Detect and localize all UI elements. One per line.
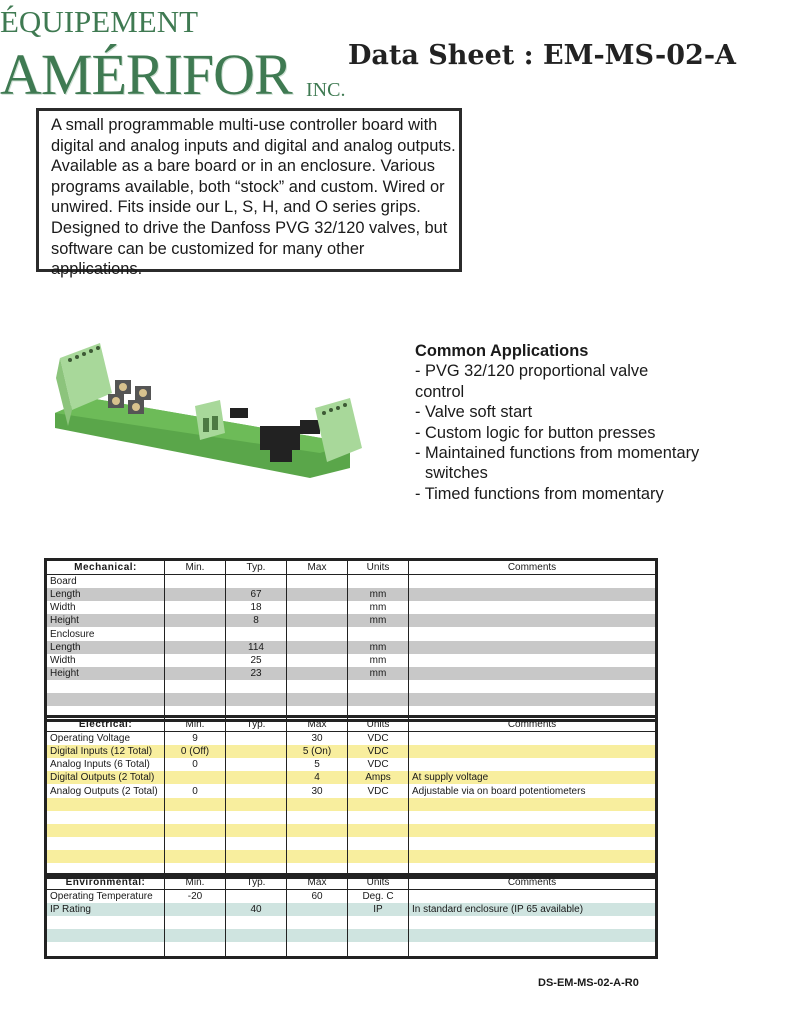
value-cell: 67	[226, 588, 287, 601]
application-item: - Timed functions from momentary	[415, 484, 664, 503]
column-header: Min.	[165, 717, 226, 732]
value-cell	[348, 680, 409, 693]
table-header-row	[46, 717, 657, 732]
comment-cell	[409, 811, 657, 824]
parameter-cell: Width	[46, 601, 165, 614]
value-cell: mm	[348, 641, 409, 654]
parameter-cell: Operating Temperature	[46, 890, 165, 904]
column-header: Comments	[409, 717, 657, 732]
column-header: Typ.	[226, 875, 287, 890]
value-cell	[226, 758, 287, 771]
parameter-cell: Length	[46, 588, 165, 601]
parameter-cell	[46, 824, 165, 837]
table-row	[46, 942, 657, 957]
table-row	[46, 667, 657, 680]
parameter-cell: Enclosure	[46, 627, 165, 640]
terminal-block-center	[195, 400, 225, 440]
value-cell	[348, 942, 409, 957]
comment-cell: In standard enclosure (IP 65 available)	[409, 903, 657, 916]
table-header-row	[46, 875, 657, 890]
value-cell: mm	[348, 654, 409, 667]
value-cell: 5	[287, 758, 348, 771]
parameter-cell	[46, 837, 165, 850]
company-logo-name: AMÉRIFOR	[0, 42, 292, 107]
environmental-spec-table	[44, 873, 658, 959]
comment-cell	[409, 824, 657, 837]
value-cell: mm	[348, 601, 409, 614]
mechanical-spec-table	[44, 558, 658, 722]
table-row	[46, 745, 657, 758]
company-logo-suffix: INC.	[306, 79, 346, 101]
value-cell	[348, 837, 409, 850]
column-header: Typ.	[226, 560, 287, 575]
value-cell: 23	[226, 667, 287, 680]
table-row	[46, 850, 657, 863]
comment-cell	[409, 916, 657, 929]
table-row	[46, 824, 657, 837]
value-cell	[226, 798, 287, 811]
value-cell	[348, 916, 409, 929]
column-header: Units	[348, 875, 409, 890]
table-row	[46, 811, 657, 824]
parameter-cell: Analog Inputs (6 Total)	[46, 758, 165, 771]
value-cell: 25	[226, 654, 287, 667]
value-cell: 30	[287, 732, 348, 746]
value-cell	[165, 588, 226, 601]
value-cell	[226, 784, 287, 797]
table-row	[46, 890, 657, 904]
table-row	[46, 837, 657, 850]
value-cell	[226, 680, 287, 693]
parameter-cell	[46, 942, 165, 957]
value-cell	[165, 837, 226, 850]
comment-cell	[409, 654, 657, 667]
comment-cell	[409, 575, 657, 589]
value-cell	[348, 929, 409, 942]
product-photo	[50, 338, 370, 478]
value-cell	[226, 916, 287, 929]
application-item: - Valve soft start	[415, 403, 533, 422]
value-cell: 9	[165, 732, 226, 746]
value-cell	[226, 575, 287, 589]
value-cell	[165, 693, 226, 706]
table-header-row	[46, 560, 657, 575]
value-cell	[165, 916, 226, 929]
table-row	[46, 732, 657, 746]
value-cell	[287, 693, 348, 706]
value-cell: 5 (On)	[287, 745, 348, 758]
value-cell	[287, 680, 348, 693]
parameter-cell: Digital Outputs (2 Total)	[46, 771, 165, 784]
value-cell	[287, 654, 348, 667]
value-cell	[287, 588, 348, 601]
document-number: DS-EM-MS-02-A-R0	[538, 977, 639, 989]
comment-cell: Adjustable via on board potentiometers	[409, 784, 657, 797]
parameter-cell: Board	[46, 575, 165, 589]
value-cell	[287, 667, 348, 680]
table-row	[46, 693, 657, 706]
table-row	[46, 588, 657, 601]
value-cell	[287, 916, 348, 929]
value-cell	[348, 811, 409, 824]
comment-cell	[409, 693, 657, 706]
value-cell	[226, 890, 287, 904]
table-row	[46, 771, 657, 784]
value-cell	[165, 811, 226, 824]
value-cell	[226, 693, 287, 706]
table-row	[46, 680, 657, 693]
value-cell: Deg. C	[348, 890, 409, 904]
parameter-cell	[46, 693, 165, 706]
value-cell	[287, 929, 348, 942]
table-row	[46, 784, 657, 797]
value-cell	[165, 824, 226, 837]
table-row	[46, 641, 657, 654]
column-header: Units	[348, 560, 409, 575]
value-cell	[287, 798, 348, 811]
value-cell	[348, 575, 409, 589]
table-row	[46, 575, 657, 589]
value-cell	[287, 811, 348, 824]
value-cell	[226, 627, 287, 640]
parameter-cell: Height	[46, 667, 165, 680]
value-cell	[348, 798, 409, 811]
comment-cell	[409, 588, 657, 601]
application-item: switches	[425, 464, 488, 483]
table-row	[46, 929, 657, 942]
parameter-cell: Analog Outputs (2 Total)	[46, 784, 165, 797]
comment-cell	[409, 929, 657, 942]
application-item: - Maintained functions from momentary	[415, 444, 700, 463]
section-title: Environmental:	[46, 875, 165, 890]
value-cell: 114	[226, 641, 287, 654]
value-cell	[287, 903, 348, 916]
table-row	[46, 798, 657, 811]
parameter-cell: Operating Voltage	[46, 732, 165, 746]
table-row	[46, 916, 657, 929]
value-cell	[287, 837, 348, 850]
comment-cell	[409, 627, 657, 640]
value-cell	[226, 837, 287, 850]
value-cell: mm	[348, 667, 409, 680]
value-cell: IP	[348, 903, 409, 916]
value-cell	[226, 732, 287, 746]
value-cell	[165, 771, 226, 784]
column-header: Max	[287, 560, 348, 575]
comment-cell	[409, 850, 657, 863]
parameter-cell: Height	[46, 614, 165, 627]
value-cell	[226, 745, 287, 758]
value-cell: 0	[165, 784, 226, 797]
comment-cell	[409, 601, 657, 614]
comment-cell	[409, 758, 657, 771]
value-cell	[165, 667, 226, 680]
application-item: control	[415, 382, 465, 401]
application-item: - Custom logic for button presses	[415, 423, 656, 442]
parameter-cell: Width	[46, 654, 165, 667]
value-cell	[165, 601, 226, 614]
value-cell	[165, 798, 226, 811]
comment-cell	[409, 798, 657, 811]
comment-cell	[409, 667, 657, 680]
value-cell: 4	[287, 771, 348, 784]
comment-cell	[409, 641, 657, 654]
parameter-cell	[46, 916, 165, 929]
value-cell	[226, 850, 287, 863]
value-cell	[226, 811, 287, 824]
value-cell	[165, 903, 226, 916]
parameter-cell	[46, 680, 165, 693]
parameter-cell	[46, 929, 165, 942]
value-cell	[287, 942, 348, 957]
product-description: A small programmable multi-use controller board with digital and analog inputs and digital and analog outputs. Available as a bare board or in an enclosure. Various programs available, both “stock” and custom. Wired or unwired. Fits inside our L, S, H, and O series grips. Designed to drive the Danfoss PVG 32/120 valves, but software can be customized for many other applications.	[36, 108, 462, 272]
applications-heading: Common Applications	[415, 342, 589, 360]
value-cell: 18	[226, 601, 287, 614]
parameter-cell: IP Rating	[46, 903, 165, 916]
value-cell: 8	[226, 614, 287, 627]
company-logo-line1: ÉQUIPEMENT	[0, 4, 199, 39]
column-header: Min.	[165, 875, 226, 890]
value-cell: 0 (Off)	[165, 745, 226, 758]
column-header: Comments	[409, 875, 657, 890]
table-row	[46, 758, 657, 771]
value-cell	[226, 824, 287, 837]
applications-list	[415, 341, 699, 504]
table-row	[46, 614, 657, 627]
column-header: Units	[348, 717, 409, 732]
comment-cell	[409, 837, 657, 850]
table-row	[46, 627, 657, 640]
value-cell: 30	[287, 784, 348, 797]
comment-cell	[409, 614, 657, 627]
comment-cell: At supply voltage	[409, 771, 657, 784]
column-header: Comments	[409, 560, 657, 575]
column-header: Max	[287, 717, 348, 732]
value-cell	[287, 641, 348, 654]
comment-cell	[409, 732, 657, 746]
table-row	[46, 654, 657, 667]
value-cell: -20	[165, 890, 226, 904]
electrical-spec-table	[44, 715, 658, 879]
value-cell	[165, 641, 226, 654]
comment-cell	[409, 890, 657, 904]
value-cell	[287, 850, 348, 863]
column-header: Max	[287, 875, 348, 890]
table-row	[46, 903, 657, 916]
value-cell	[287, 627, 348, 640]
value-cell	[287, 824, 348, 837]
value-cell	[348, 693, 409, 706]
parameter-cell: Digital Inputs (12 Total)	[46, 745, 165, 758]
value-cell: VDC	[348, 758, 409, 771]
column-header: Min.	[165, 560, 226, 575]
application-item: - PVG 32/120 proportional valve	[415, 362, 649, 381]
value-cell	[226, 929, 287, 942]
value-cell: 60	[287, 890, 348, 904]
value-cell	[226, 942, 287, 957]
value-cell	[165, 929, 226, 942]
value-cell: 40	[226, 903, 287, 916]
value-cell	[287, 601, 348, 614]
value-cell	[348, 850, 409, 863]
value-cell: mm	[348, 614, 409, 627]
column-header: Typ.	[226, 717, 287, 732]
value-cell	[287, 575, 348, 589]
value-cell: mm	[348, 588, 409, 601]
value-cell: VDC	[348, 732, 409, 746]
value-cell	[348, 824, 409, 837]
table-row	[46, 601, 657, 614]
value-cell: VDC	[348, 784, 409, 797]
value-cell	[165, 654, 226, 667]
comment-cell	[409, 680, 657, 693]
page-title: Data Sheet : EM-MS-02-A	[348, 40, 736, 71]
value-cell: Amps	[348, 771, 409, 784]
parameter-cell	[46, 798, 165, 811]
value-cell	[165, 680, 226, 693]
value-cell	[165, 850, 226, 863]
value-cell	[165, 575, 226, 589]
parameter-cell	[46, 850, 165, 863]
section-title: Mechanical:	[46, 560, 165, 575]
value-cell: 0	[165, 758, 226, 771]
parameter-cell: Length	[46, 641, 165, 654]
value-cell: VDC	[348, 745, 409, 758]
comment-cell	[409, 745, 657, 758]
parameter-cell	[46, 811, 165, 824]
value-cell	[348, 627, 409, 640]
value-cell	[165, 627, 226, 640]
section-title: Electrical:	[46, 717, 165, 732]
value-cell	[226, 771, 287, 784]
value-cell	[165, 942, 226, 957]
value-cell	[287, 614, 348, 627]
value-cell	[165, 614, 226, 627]
comment-cell	[409, 942, 657, 957]
